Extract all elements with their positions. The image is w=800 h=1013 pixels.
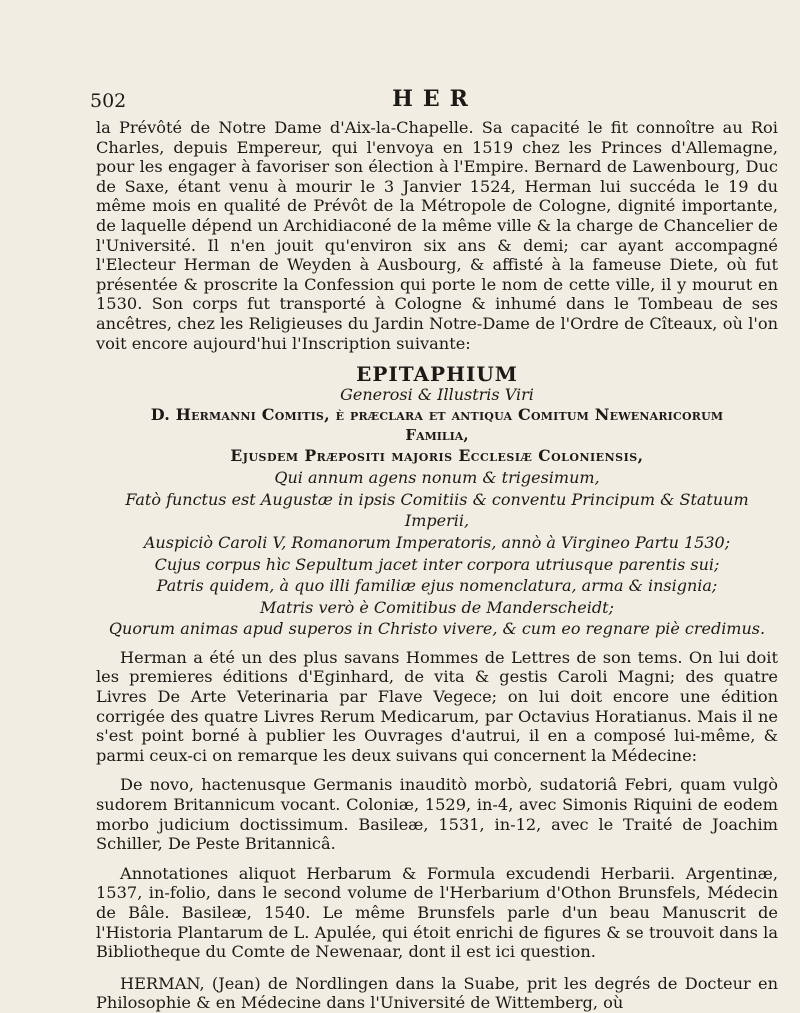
epitaph-name-line: D. Hermanni Comitis, è præclara et antiqua Comitum Newenaricorum xyxy=(150,405,724,425)
epitaph-familia-line: Familia, xyxy=(405,426,469,445)
paragraph-annotationes: Annotationes aliquot Herbarum & Formula excudendi Herbarii. Argentinæ, 1537, in-folio, dans le second volume de l'Herbarium d'Othon Brunsfels, Médecin de Bâle. Basileæ, 1540. Le même Brunsfels parle d'un beau Manuscrit de l'Historia Plantarum de L. Apulée, qui étoit enrichi de figures & se trouvoit dans la Bibliotheque du Comte de Newenaar, dont il est ici question. xyxy=(96,863,778,962)
page-header xyxy=(90,86,780,116)
paragraph-herman-jean: HERMAN, (Jean) de Nordlingen dans la Suabe, prit les degrés de Docteur en Philosophie & en Médecine dans l'Université de Wittemberg, où xyxy=(96,973,778,1013)
page-body xyxy=(96,118,778,1013)
paragraph-de-novo: De novo, hactenusque Germanis inauditò morbò, sudatoriâ Febri, quam vulgò sudorem Britannicum vocant. Coloniæ, 1529, in-4, avec Simonis Riquini de eodem morbo judicium doctissimum. Basileæ, 1531, in-12, avec le Traité de Joachim Schiller, De Peste Britannicâ. xyxy=(96,775,778,854)
page-number: 502 xyxy=(90,90,127,112)
epitaph-line: Auspiciò Caroli V, Romanorum Imperatoris, annò à Virgineo Partu 1530; xyxy=(143,532,731,552)
epitaph-ecclesiae-line: Ejusdem Præpositi majoris Ecclesiæ Coloniensis, xyxy=(230,446,644,466)
epitaph-line: Qui annum agens nonum & trigesimum, xyxy=(274,468,600,488)
epitaph-subtitle: Generosi & Illustris Viri xyxy=(340,385,534,405)
running-head: HER xyxy=(392,86,478,112)
epitaph-line: Cujus corpus hìc Sepultum jacet inter corpora utriusque parentis sui; xyxy=(154,554,720,574)
epitaph-title: EPITAPHIUM xyxy=(356,362,518,387)
paragraph-prevote: la Prévôté de Notre Dame d'Aix-la-Chapelle. Sa capacité le fit connoître au Roi Charles, depuis Empereur, qui l'envoya en 1519 chez les Princes d'Allemagne, pour les engager à favoriser son élection à l'Empire. Bernard de Lawenbourg, Duc de Saxe, étant venu à mourir le 3 Janvier 1524, Herman lui succéda le 19 du même mois en qualité de Prévôt de la Métropole de Cologne, dignité importante, de laquelle dépend un Archidiaconé de la même ville & la charge de Chancelier de l'Université. Il n'en jouit qu'environ six ans & demi; car ayant accompagné l'Electeur Herman de Weyden à Ausbourg, & affisté à la fameuse Diete, où fut présentée & proscrite la Confession qui porte le nom de cette ville, il y mourut en 1530. Son corps fut transporté à Cologne & inhumé dans le Tombeau de ses ancêtres, chez les Religieuses du Jardin Notre-Dame de l'Ordre de Cîteaux, où l'on voit encore aujourd'hui l'Inscription suivante: xyxy=(96,118,778,353)
paragraph-savans: Herman a été un des plus savans Hommes de Lettres de son tems. On lui doit les premieres éditions d'Eginhard, de vita & gestis Caroli Magni; des quatre Livres De Arte Veterinaria par Flave Vegece; on lui doit encore une édition corrigée des quatre Livres Rerum Medicarum, par Octavius Horatianus. Mais il ne s'est point borné à publier les Ouvrages d'autrui, il en a composé lui-même, & parmi ceux-ci on remarque les deux suivans qui concernent la Médecine: xyxy=(96,647,778,765)
epitaph-line: Quorum animas apud superos in Christo vivere, & cum eo regnare piè credimus. xyxy=(108,619,766,639)
epitaph-line: Patris quidem, à quo illi familiæ ejus nomenclatura, arma & insignia; xyxy=(156,576,718,596)
epitaph-line: Fatò functus est Augustæ in ipsis Comitiis & conventu Principum & Statuum Imperii, xyxy=(125,489,749,531)
epitaph-line: Matris verò è Comitibus de Manderscheidt; xyxy=(260,597,614,617)
